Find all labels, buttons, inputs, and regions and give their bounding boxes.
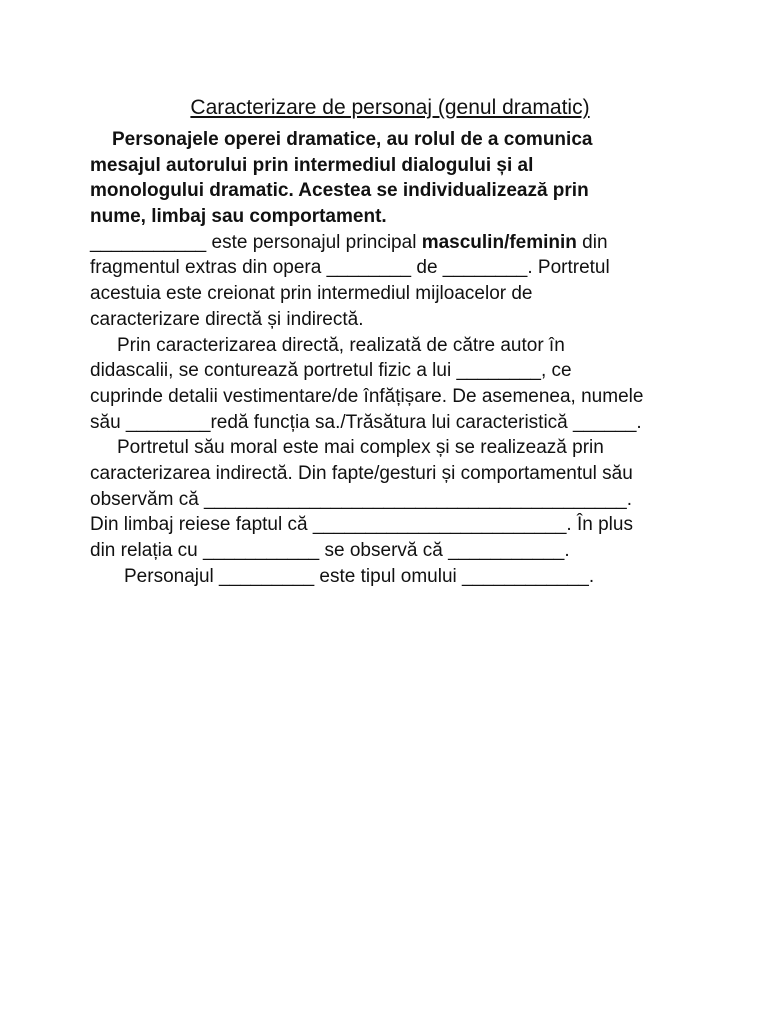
- document-page: [90, 95, 690, 589]
- indirect-line: Din limbaj reiese faptul că ________________________. În plus: [90, 514, 633, 536]
- document-title: Caracterizare de personaj (genul dramatic): [190, 96, 590, 119]
- direct-line: cuprinde detalii vestimentare/de înfățișare. De asemenea, numele: [90, 385, 644, 407]
- intro-line: mesajul autorului prin intermediul dialogului și al: [90, 154, 534, 176]
- indirect-characterization-paragraph: [90, 435, 690, 563]
- direct-line: Prin caracterizarea directă, realizată de către autor în: [117, 334, 565, 356]
- character-line: acestuia este creionat prin intermediul mijloacelor de: [90, 283, 533, 305]
- character-line: [90, 230, 690, 256]
- indirect-line: caracterizarea indirectă. Din fapte/gesturi și comportamentul său: [90, 462, 633, 484]
- character-line-end: din: [576, 231, 608, 253]
- conclusion-line: Personajul _________ este tipul omului ____________.: [124, 565, 595, 587]
- character-paragraph: [90, 230, 690, 333]
- intro-paragraph: [90, 127, 690, 230]
- indirect-line: observăm că ________________________________________.: [90, 488, 633, 510]
- intro-line: Personajele operei dramatice, au rolul de a comunica: [112, 129, 593, 150]
- character-line: caracterizare directă și indirectă.: [90, 308, 364, 330]
- direct-characterization-paragraph: [90, 333, 690, 436]
- character-line: fragmentul extras din opera ________ de ________. Portretul: [90, 257, 610, 279]
- direct-line: său ________redă funcția sa./Trăsătura lui caracteristică ______.: [90, 411, 642, 433]
- indirect-line: Portretul său moral este mai complex și se realizează prin: [117, 437, 604, 459]
- intro-line: nume, limbaj sau comportament.: [90, 206, 387, 228]
- direct-line: didascalii, se conturează portretul fizic a lui ________, ce: [90, 360, 572, 382]
- intro-line: monologului dramatic. Acestea se individualizează prin: [90, 180, 589, 202]
- gender-choice: masculin/feminin: [421, 231, 577, 253]
- character-line-start: ___________ este personajul principal: [90, 231, 422, 253]
- indirect-line: din relația cu ___________ se observă că ___________.: [90, 540, 570, 561]
